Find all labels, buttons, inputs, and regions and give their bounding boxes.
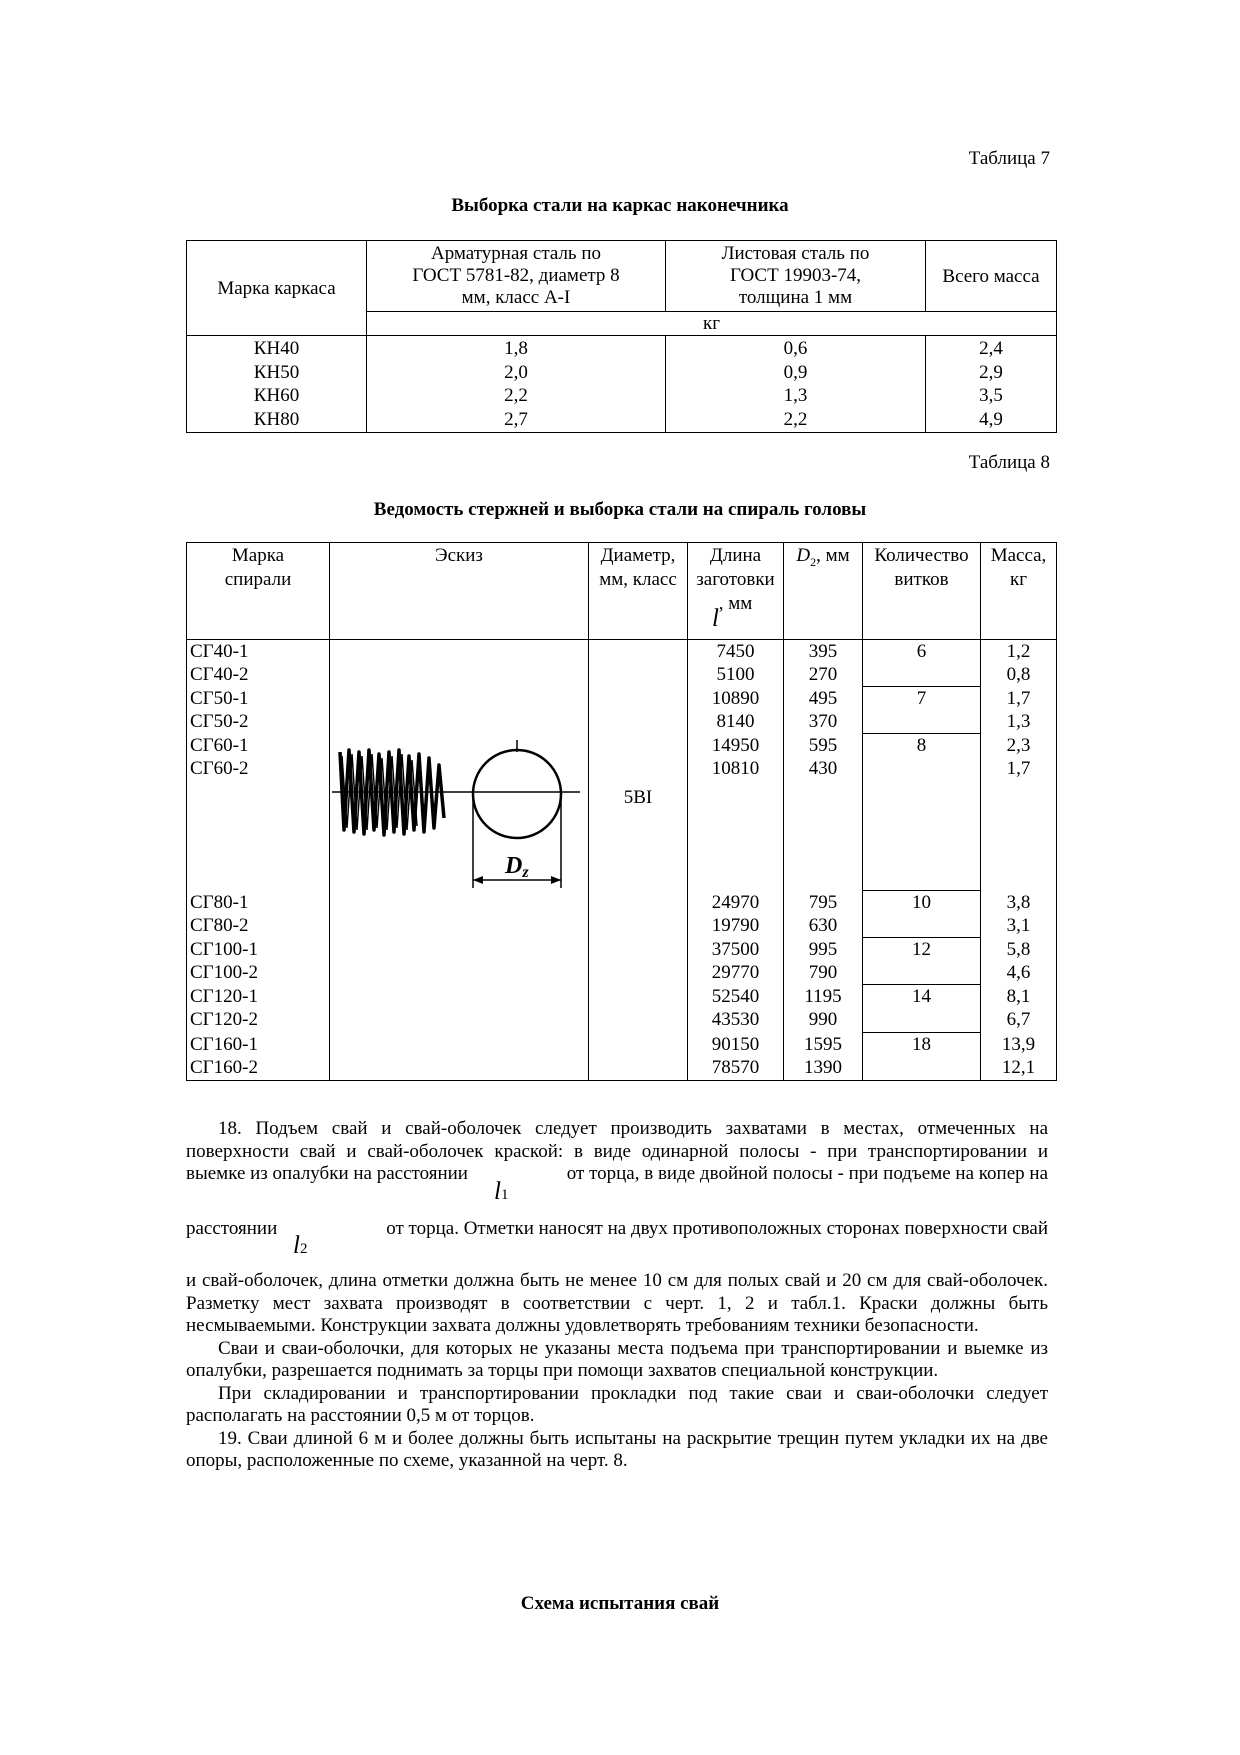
t8-d2: 995 [808,939,838,960]
t7-cell: КН50 [253,361,300,383]
t8-mark: СГ120-2 [190,1009,258,1030]
t8-col-mark [187,640,330,1081]
sketch-dz-label [504,853,529,881]
l1-symbol [494,1178,509,1207]
paragraph-3: При складировании и транспортировании прокладки под такие сваи и сваи-оболочки следует располагать на расстоянии 0,5 м от торцов. [186,1382,1048,1426]
p18-line2: поверхности свай и свай-оболочек краской: в виде одинарной полосы - при транспортировании и [186,1140,1048,1162]
t8-d2: 395 [808,641,838,662]
t8-mass: 1,7 [1006,688,1031,709]
t8-mark: СГ160-2 [190,1057,258,1078]
t7-cell: 4,9 [979,408,1003,430]
t8-d2: 595 [808,735,838,756]
scheme-title: Схема испытания свай [520,1593,720,1614]
p18-line4-b: от торца. Отметки наносят на двух противоположных сторонах поверхности свай [386,1218,1048,1239]
t8-mark: СГ120-1 [190,986,258,1007]
t8-length: 19790 [711,915,760,936]
t7-cell: 1,8 [504,338,528,359]
t8-d2: 370 [808,711,838,732]
t7-cell: 2,9 [979,361,1003,383]
t8-mass: 1,2 [1006,641,1031,662]
t8-d2: 795 [808,892,838,913]
sketch-dz-letter: D [505,853,523,879]
p18-line3-a: выемке из опалубки на расстоянии [186,1163,468,1184]
t8-d2: 1595 [804,1034,842,1055]
t7-cell: 2,2 [783,408,808,430]
t8-header-d2-sub: 2 [810,554,817,569]
t7-cell: КН60 [253,385,300,406]
t8-header-d2 [784,543,863,640]
t8-col-d2 [784,640,863,1081]
p18-rest: и свай-оболочек, длина отметки должна быть не менее 10 см для полых свай и 20 см для свай-оболочек. Разметку мест захвата производят в соответствии с черт. 1, 2 и табл.1. Краски должны быть несмываемыми. Конструкции захвата должны удовлетворять требованиям техники безопасности. [186,1270,1048,1336]
t8-col-mass [981,640,1057,1081]
t8-length: 8140 [716,711,755,732]
table8 [186,542,1057,1081]
t8-length: 37500 [711,939,760,960]
l2-letter: l [293,1232,300,1259]
t7-header-mark: Марка каркаса [187,241,367,336]
t8-mass: 13,9 [1001,1034,1036,1055]
t8-mark: СГ40-2 [190,664,249,685]
p18-line1: 18. Подъем свай и свай-оболочек следует производить захватами в местах, отмеченных на [218,1118,1048,1139]
t8-mass: 3,8 [1006,892,1031,913]
t8-mass: 8,1 [1006,986,1031,1007]
t8-mass: 4,6 [1006,962,1031,983]
t8-mark: СГ80-1 [190,892,249,913]
t8-mass: 12,1 [1001,1057,1036,1078]
t7-cell: КН40 [253,338,300,359]
t8-turns: 12 [912,939,931,960]
t7-header-rebar: Арматурная сталь по ГОСТ 5781-82, диаметр 8 мм, класс A-I [367,241,666,312]
t8-header-diameter: Диаметр, мм, класс [589,543,688,640]
t8-col-turns [863,640,981,1081]
p18-line3 [186,1163,1048,1218]
t8-length: 14950 [711,735,760,756]
t8-length: 43530 [711,1009,760,1030]
t8-turns: 8 [916,735,927,756]
t8-col-sketch [330,640,589,1081]
t8-mark: СГ50-1 [190,688,249,709]
table7-caption: Таблица 7 [968,148,1050,169]
t8-mass: 6,7 [1006,1009,1031,1030]
p18-line3-b: от торца, в виде двойной полосы - при подъеме на копер на [566,1163,1048,1184]
t8-mark: СГ60-1 [190,735,249,756]
t7-cell: 2,7 [504,408,528,430]
t8-mass: 3,1 [1006,915,1031,936]
t8-diameter-class: 5BI [623,787,653,808]
t8-mass: 2,3 [1006,735,1031,756]
t8-col-diameter [589,640,688,1081]
t7-cell: КН80 [253,408,300,430]
t7-unit: кг [367,312,1057,336]
t8-mark: СГ100-2 [190,962,258,983]
l1-letter: l [494,1178,501,1205]
paragraph-19: 19. Сваи длиной 6 м и более должны быть испытаны на раскрытие трещин путем укладки их на две опоры, расположенные по схеме, указанной на черт. 8. [186,1427,1048,1471]
t8-turns: 6 [916,641,927,662]
table8-caption: Таблица 8 [968,452,1050,473]
t8-header-mass: Масса, кг [981,543,1057,640]
t8-length: 90150 [711,1034,760,1055]
t8-mark: СГ50-2 [190,711,249,732]
paragraph-18 [186,1118,1048,1473]
t8-turns: 18 [912,1034,931,1055]
t8-length: 5100 [716,664,755,685]
t8-d2: 270 [808,664,838,685]
t7-col-mark [187,336,367,433]
t8-mass: 1,7 [1006,758,1031,779]
t8-mass: 5,8 [1006,939,1031,960]
p18-line4-a: расстоянии [186,1218,278,1239]
t8-col-length [688,640,784,1081]
t8-d2: 1390 [804,1057,842,1078]
t8-turns: 10 [912,892,931,913]
t8-length: 10890 [711,688,760,709]
t8-length: 10810 [711,758,760,779]
t7-col-total [926,336,1057,433]
t7-cell: 3,5 [979,385,1003,406]
l2-symbol [293,1232,308,1261]
t8-header-sketch: Эскиз [330,543,589,640]
t8-length: 29770 [711,962,760,983]
t7-cell: 2,0 [504,361,528,383]
t8-turns: 14 [912,986,931,1007]
t8-mass: 1,3 [1006,711,1031,732]
t8-header-length-label: Длина заготовки [696,545,775,590]
t7-col-rebar [367,336,666,433]
t8-header-d2-unit: , мм [816,545,850,566]
t7-col-sheet [666,336,926,433]
table7-title: Выборка стали на каркас наконечника [451,195,789,216]
t8-mark: СГ40-1 [190,641,249,662]
t8-d2: 790 [808,962,838,983]
t8-header-turns: Количество витков [863,543,981,640]
t8-d2: 630 [808,915,838,936]
t8-d2: 990 [808,1009,838,1030]
l2-sub: 2 [299,1241,308,1257]
t8-d2: 1195 [804,986,842,1007]
t8-mark: СГ80-2 [190,915,249,936]
t8-mark: СГ160-1 [190,1034,258,1055]
table8-title: Ведомость стержней и выборка стали на спираль головы [373,499,867,520]
sketch-dz-sub: z [522,864,529,881]
t8-d2: 495 [808,688,838,709]
t7-header-total: Всего масса [926,241,1057,312]
t8-header-length-unit: , мм [718,593,753,614]
t8-turns: 7 [916,688,927,709]
t8-mass: 0,8 [1006,664,1031,685]
spiral-sketch [330,640,589,1080]
t7-header-sheet: Листовая сталь по ГОСТ 19903-74, толщина 1 мм [666,241,926,312]
t7-cell: 0,6 [783,338,808,359]
t7-cell: 1,3 [783,385,808,406]
t8-header-d2-symbol: D [796,545,811,566]
t8-header-length [688,543,784,640]
t7-cell: 2,4 [979,338,1003,359]
t8-mark: СГ100-1 [190,939,258,960]
t8-length: 52540 [711,986,760,1007]
paragraph-2: Сваи и сваи-оболочки, для которых не указаны места подъема при транспортировании и выемке из опалубки, разрешается поднимать за торцы при помощи захватов специальной конструкции. [186,1337,1048,1381]
t8-length: 24970 [711,892,760,913]
t8-header-mark: Марка спирали [187,543,330,640]
t8-length: 78570 [711,1057,760,1078]
p18-line4 [186,1218,1048,1270]
t7-cell: 0,9 [783,361,808,383]
t8-mark: СГ60-2 [190,758,249,779]
l1-sub: 1 [500,1187,509,1203]
t7-cell: 2,2 [504,385,528,406]
t8-length: 7450 [716,641,755,662]
t8-header-length-symbol: l [712,605,719,632]
t8-d2: 430 [808,758,838,779]
table7 [186,240,1057,433]
